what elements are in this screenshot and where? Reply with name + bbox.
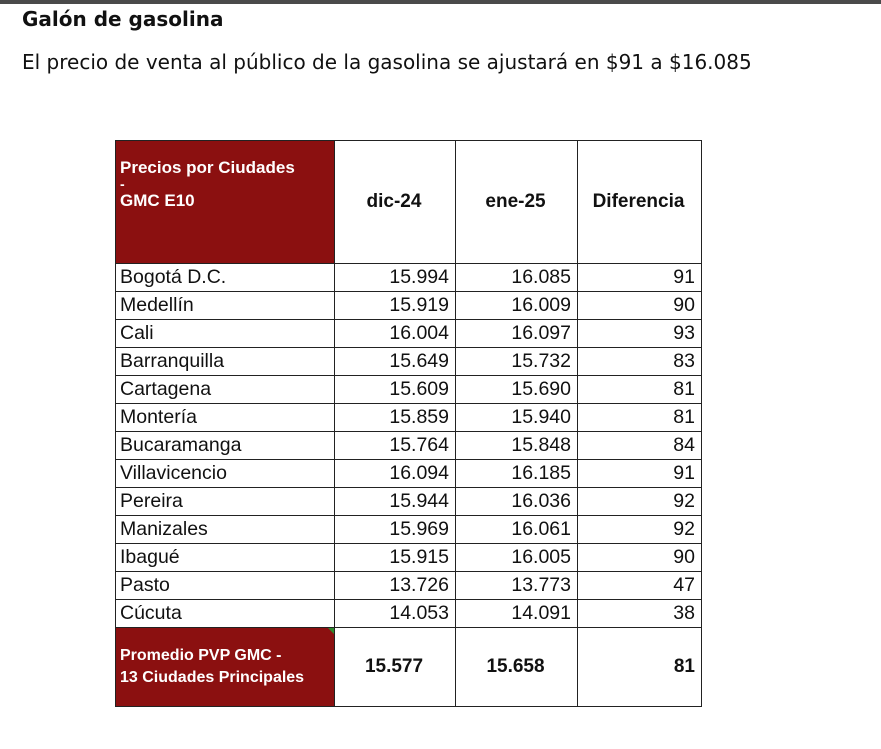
dic-24-cell: 14.053 xyxy=(335,600,456,628)
city-cell: Bogotá D.C. xyxy=(116,264,335,292)
section-heading: Galón de gasolina xyxy=(22,7,224,31)
table-row xyxy=(116,516,702,544)
ene-25-cell: 15.732 xyxy=(456,348,578,376)
average-label-line1: Promedio PVP GMC - xyxy=(120,647,282,664)
header-cities-dash: - xyxy=(120,176,125,192)
diferencia-cell: 83 xyxy=(578,348,702,376)
table-row xyxy=(116,544,702,572)
dic-24-cell: 15.994 xyxy=(335,264,456,292)
city-cell: Bucaramanga xyxy=(116,432,335,460)
dic-24-cell: 15.764 xyxy=(335,432,456,460)
table-row xyxy=(116,264,702,292)
diferencia-cell: 47 xyxy=(578,572,702,600)
diferencia-cell: 91 xyxy=(578,460,702,488)
table-row xyxy=(116,600,702,628)
diferencia-cell: 92 xyxy=(578,516,702,544)
diferencia-cell: 38 xyxy=(578,600,702,628)
table-row xyxy=(116,460,702,488)
dic-24-cell: 15.859 xyxy=(335,404,456,432)
average-ene-25: 15.658 xyxy=(456,628,578,707)
dic-24-cell: 15.609 xyxy=(335,376,456,404)
header-cities-line1: Precios por Ciudades xyxy=(120,158,295,177)
fuel-price-table xyxy=(115,140,702,707)
price-adjustment-text: El precio de venta al público de la gasolina se ajustará en $91 a $16.085 xyxy=(22,50,752,74)
dic-24-cell: 13.726 xyxy=(335,572,456,600)
cell-comment-marker xyxy=(327,628,335,636)
ene-25-cell: 13.773 xyxy=(456,572,578,600)
diferencia-cell: 90 xyxy=(578,544,702,572)
city-cell: Pasto xyxy=(116,572,335,600)
average-label-line2: 13 Ciudades Principales xyxy=(120,669,305,686)
average-label xyxy=(116,628,335,707)
dic-24-cell: 16.004 xyxy=(335,320,456,348)
ene-25-cell: 16.097 xyxy=(456,320,578,348)
table-row xyxy=(116,292,702,320)
ene-25-cell: 15.848 xyxy=(456,432,578,460)
diferencia-cell: 91 xyxy=(578,264,702,292)
dic-24-cell: 16.094 xyxy=(335,460,456,488)
diferencia-cell: 81 xyxy=(578,404,702,432)
city-cell: Cali xyxy=(116,320,335,348)
dic-24-cell: 15.915 xyxy=(335,544,456,572)
city-cell: Montería xyxy=(116,404,335,432)
ene-25-cell: 15.940 xyxy=(456,404,578,432)
city-cell: Medellín xyxy=(116,292,335,320)
average-dic-24: 15.577 xyxy=(335,628,456,707)
table-row xyxy=(116,404,702,432)
city-cell: Manizales xyxy=(116,516,335,544)
header-cities-line2: GMC E10 xyxy=(120,191,195,210)
top-divider xyxy=(0,0,881,4)
city-cell: Cartagena xyxy=(116,376,335,404)
diferencia-cell: 84 xyxy=(578,432,702,460)
table-row xyxy=(116,572,702,600)
dic-24-cell: 15.944 xyxy=(335,488,456,516)
city-cell: Barranquilla xyxy=(116,348,335,376)
diferencia-cell: 92 xyxy=(578,488,702,516)
ene-25-cell: 16.085 xyxy=(456,264,578,292)
city-cell: Pereira xyxy=(116,488,335,516)
ene-25-cell: 15.690 xyxy=(456,376,578,404)
table-row xyxy=(116,432,702,460)
dic-24-cell: 15.919 xyxy=(335,292,456,320)
diferencia-cell: 81 xyxy=(578,376,702,404)
ene-25-cell: 16.009 xyxy=(456,292,578,320)
city-cell: Villavicencio xyxy=(116,460,335,488)
header-ene-25: ene-25 xyxy=(456,141,578,264)
city-cell: Cúcuta xyxy=(116,600,335,628)
table-row xyxy=(116,320,702,348)
ene-25-cell: 16.061 xyxy=(456,516,578,544)
header-dic-24: dic-24 xyxy=(335,141,456,264)
ene-25-cell: 14.091 xyxy=(456,600,578,628)
header-diferencia: Diferencia xyxy=(578,141,702,264)
city-cell: Ibagué xyxy=(116,544,335,572)
table-header-row xyxy=(116,141,702,264)
dic-24-cell: 15.969 xyxy=(335,516,456,544)
ene-25-cell: 16.005 xyxy=(456,544,578,572)
average-diferencia: 81 xyxy=(578,628,702,707)
dic-24-cell: 15.649 xyxy=(335,348,456,376)
table-body xyxy=(116,264,702,707)
table-row xyxy=(116,376,702,404)
ene-25-cell: 16.185 xyxy=(456,460,578,488)
diferencia-cell: 93 xyxy=(578,320,702,348)
diferencia-cell: 90 xyxy=(578,292,702,320)
header-cities xyxy=(116,141,335,264)
table-row xyxy=(116,348,702,376)
average-row xyxy=(116,628,702,707)
ene-25-cell: 16.036 xyxy=(456,488,578,516)
table-row xyxy=(116,488,702,516)
